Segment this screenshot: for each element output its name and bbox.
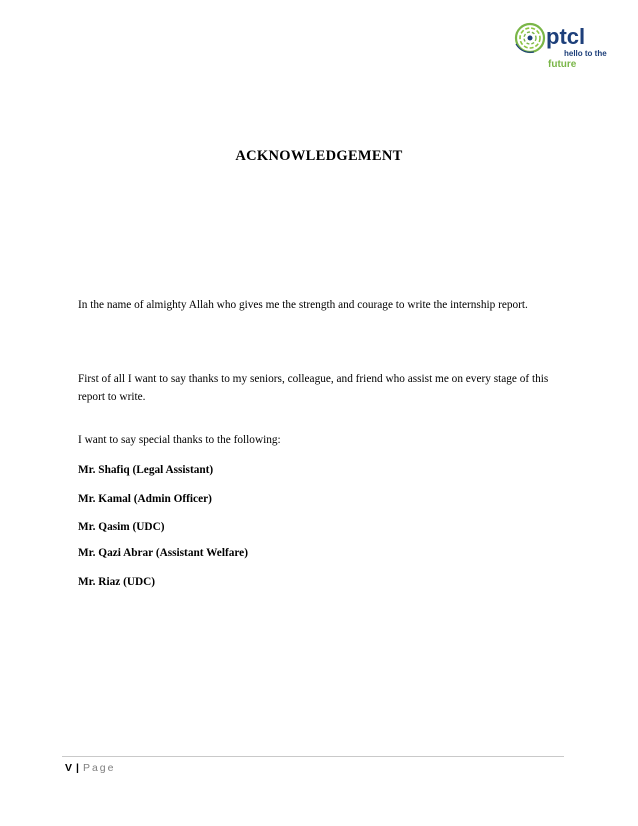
footer-separator: | — [76, 762, 79, 774]
footer-divider — [62, 756, 564, 757]
name-item: Mr. Riaz (UDC) — [78, 576, 156, 588]
ptcl-logo — [508, 14, 618, 72]
name-item: Mr. Qasim (UDC) — [78, 521, 165, 533]
paragraph-intro: In the name of almighty Allah who gives me the strength and courage to write the internship report. — [78, 299, 528, 311]
logo-tagline-line2: future — [548, 59, 577, 70]
ptcl-logo-graphic — [508, 14, 618, 72]
paragraph-thanks: First of all I want to say thanks to my seniors, colleague, and friend who assist me on every stage of this report to write. — [78, 373, 549, 403]
page-label: Page — [82, 762, 116, 774]
page-number: V — [65, 762, 73, 774]
page-footer — [65, 762, 116, 774]
name-item: Mr. Qazi Abrar (Assistant Welfare) — [78, 547, 248, 559]
name-item: Mr. Kamal (Admin Officer) — [78, 493, 212, 505]
logo-tagline-line1: hello to the — [564, 49, 607, 58]
thanks-lead: I want to say special thanks to the following: — [78, 434, 281, 446]
name-item: Mr. Shafiq (Legal Assistant) — [78, 464, 214, 476]
logo-brand-text: ptcl — [546, 24, 586, 49]
page-title: ACKNOWLEDGEMENT — [235, 148, 403, 164]
